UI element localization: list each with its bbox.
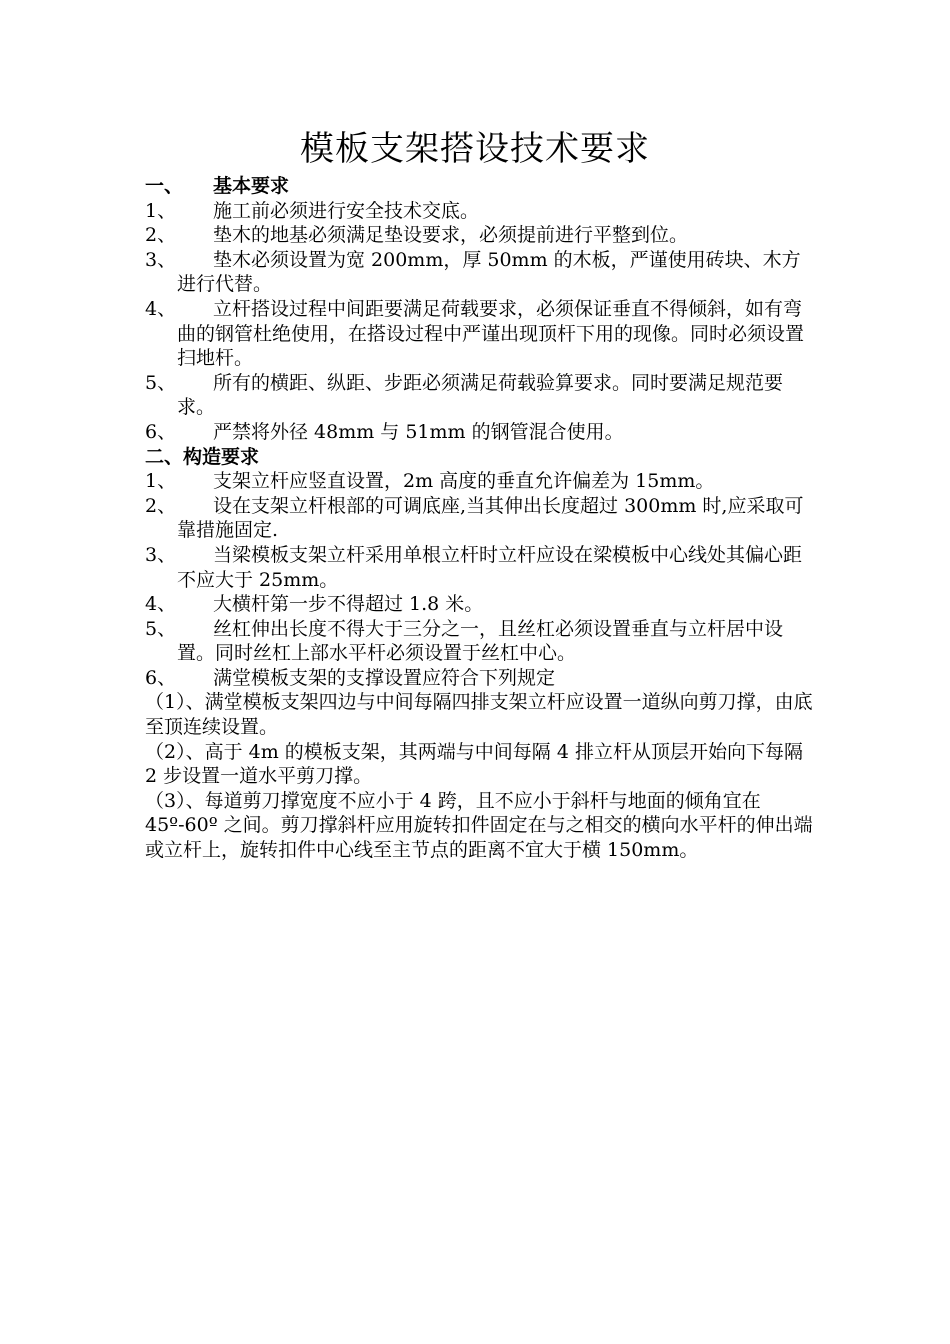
item-number: 2、 <box>145 224 177 247</box>
item-number: 4、 <box>145 593 177 616</box>
item-text: 垫木的地基必须满足垫设要求，必须提前进行平整到位。 <box>213 224 689 247</box>
document-title: 模板支架搭设技术要求 <box>300 129 650 169</box>
list-item <box>145 297 815 371</box>
list-item <box>145 199 815 224</box>
item-text: 支架立杆应竖直设置，2m 高度的垂直允许偏差为 15mm。 <box>213 470 715 493</box>
item-number: 1、 <box>145 199 177 222</box>
item-text: 垫木必须设置为宽 200mm，厚 50mm 的木板，严谨使用砖块、木方进行代替。 <box>177 248 801 296</box>
item-text: 丝杠伸出长度不得大于三分之一，且丝杠必须设置垂直与立杆居中设置。同时丝杠上部水平杆必须设置于丝杠中心。 <box>177 617 784 665</box>
item-number: 2、 <box>145 494 177 517</box>
list-item <box>145 223 815 248</box>
item-text: 设在支架立杆根部的可调底座,当其伸出长度超过 300mm 时,应采取可靠措施固定. <box>177 494 804 542</box>
item-number: 3、 <box>145 248 177 271</box>
list-item <box>145 494 815 543</box>
item-number: 3、 <box>145 543 177 566</box>
section-heading-construction: 二、构造要求 <box>145 445 260 468</box>
item-number: 6、 <box>145 420 177 443</box>
item-number: 6、 <box>145 666 177 689</box>
document-body <box>145 174 815 863</box>
section-title: 基本要求 <box>213 175 290 197</box>
section-heading-basic <box>145 174 815 199</box>
list-item <box>145 592 815 617</box>
item-text: 立杆搭设过程中间距要满足荷载要求，必须保证垂直不得倾斜，如有弯曲的钢管杜绝使用，在搭设过程中严谨出现顶杆下用的现像。同时必须设置扫地杆。 <box>177 297 805 370</box>
sub-paragraph: （1）、满堂模板支架四边与中间每隔四排支架立杆应设置一道纵向剪刀撑，由底至顶连续设置。 <box>145 691 813 739</box>
item-text: 所有的横距、纵距、步距必须满足荷载验算要求。同时要满足规范要求。 <box>177 371 784 419</box>
sub-paragraph: （3）、每道剪刀撑宽度不应小于 4 跨，且不应小于斜杆与地面的倾角宜在 45º-60º 之间。剪刀撑斜杆应用旋转扣件固定在与之相交的横向水平杆的伸出端或立杆上，旋转扣件中心线至主节点的距离不宜大于横 150mm。 <box>145 789 813 862</box>
item-number: 4、 <box>145 297 177 320</box>
item-text: 大横杆第一步不得超过 1.8 米。 <box>213 593 484 616</box>
list-item <box>145 371 815 420</box>
item-text: 严禁将外径 48mm 与 51mm 的钢管混合使用。 <box>213 420 624 443</box>
list-item <box>145 248 815 297</box>
list-item <box>145 469 815 494</box>
item-text: 满堂模板支架的支撑设置应符合下列规定 <box>213 666 556 689</box>
section-number: 一、 <box>145 175 184 197</box>
list-item <box>145 420 815 445</box>
sub-paragraph: （2）、高于 4m 的模板支架，其两端与中间每隔 4 排立杆从顶层开始向下每隔 2 步设置一道水平剪刀撑。 <box>145 740 803 788</box>
item-text: 施工前必须进行安全技术交底。 <box>213 199 480 222</box>
item-number: 1、 <box>145 470 177 493</box>
item-number: 5、 <box>145 617 177 640</box>
list-item <box>145 617 815 666</box>
list-item <box>145 666 815 691</box>
list-item <box>145 543 815 592</box>
item-text: 当梁模板支架立杆采用单根立杆时立杆应设在梁模板中心线处其偏心距不应大于 25mm。 <box>177 543 803 591</box>
item-number: 5、 <box>145 371 177 394</box>
